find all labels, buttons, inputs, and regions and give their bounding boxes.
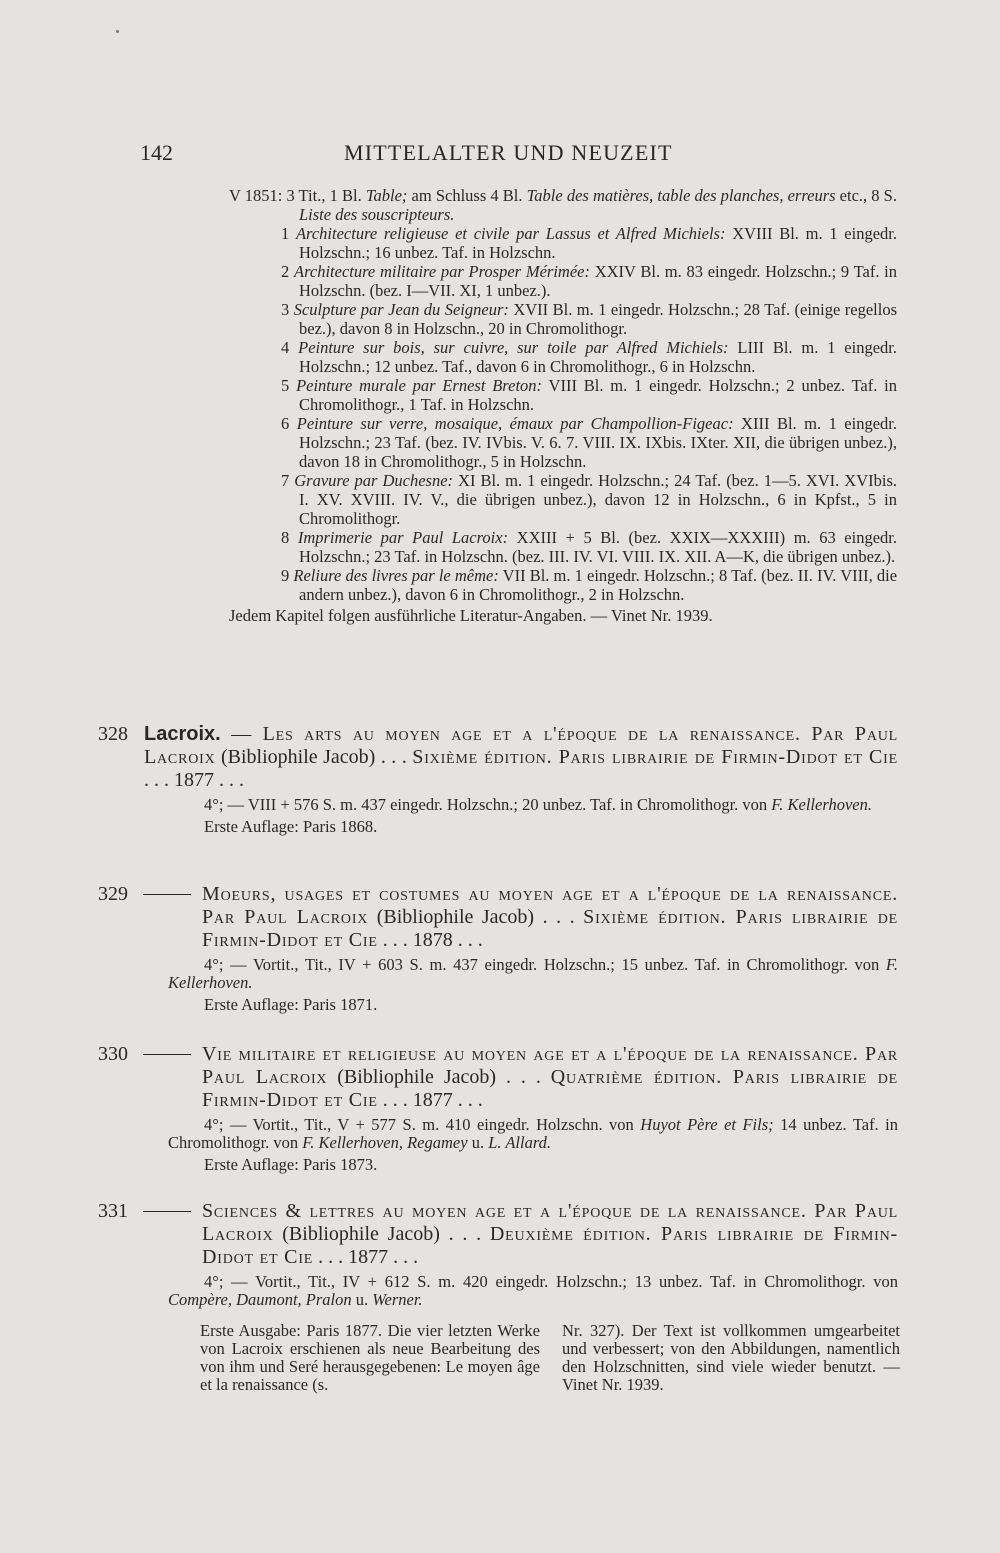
volume-item xyxy=(229,528,897,566)
title-rest: (Bibliophile Jacob) . . . xyxy=(368,906,584,928)
notes-left-column xyxy=(200,1322,540,1394)
item-title: Peinture murale par Ernest Breton: xyxy=(296,376,543,395)
desc-text-2: 14 unbez. Taf. in Chromolithogr. von xyxy=(168,1115,898,1152)
item-title: Architecture religieuse et civile par Lassus et Alfred Michiels: xyxy=(295,224,726,243)
entry-description xyxy=(168,1116,898,1152)
entry-328 xyxy=(98,723,898,836)
entry-number: 331 xyxy=(98,1200,128,1222)
entry-author: Lacroix. xyxy=(144,723,221,745)
ditto-dash xyxy=(143,1054,191,1055)
item-desc: VII Bl. m. 1 eingedr. Holzschn.; 8 Taf. (bez. II. IV. VIII, die andern unbez.), davon 6 in Chromolithogr., 2 in Holzschn. xyxy=(299,566,898,604)
desc-text-2: u. xyxy=(351,1290,373,1309)
entry-title xyxy=(202,1200,898,1269)
vhead-italic-1: Table; xyxy=(365,186,408,205)
title-rest: (Bibliophile Jacob) . . . xyxy=(273,1223,490,1245)
ditto-dash xyxy=(143,1211,191,1212)
page-number: 142 xyxy=(140,140,173,165)
item-desc: XVIII Bl. m. 1 eingedr. Holzschn.; 16 unbez. Taf. in Holzschn. xyxy=(299,224,897,262)
desc-italic: Compère, Daumont, Pralon xyxy=(168,1290,352,1309)
title-end: . . . 1877 . . . xyxy=(377,1089,483,1111)
item-number: 3 xyxy=(281,300,294,319)
entry-note: Erste Auflage: Paris 1873. xyxy=(204,1155,378,1174)
item-desc: XXIII + 5 Bl. (bez. XXIX—XXXIII) m. 63 eingedr. Holzschn.; 23 Taf. in Holzschn. (bez. III. IV. VI. VIII. IX. XII. A—K, die übrigen unbez.). xyxy=(299,528,897,566)
entry-description xyxy=(168,1273,898,1309)
running-head: MITTELALTER UND NEUZEIT xyxy=(344,140,673,165)
item-desc: LIII Bl. m. 1 eingedr. Holzschn.; 12 unbez. Taf., davon 6 in Chromolithogr., 6 in Holzschn. xyxy=(299,338,897,376)
volume-v-header xyxy=(229,186,897,224)
entry-title xyxy=(202,883,898,952)
desc-italic: F. Kellerhoven. xyxy=(771,795,872,814)
entry-329 xyxy=(98,883,898,1014)
desc-text: 4°; — Vortit., Tit., V + 577 S. m. 410 eingedr. Holzschn. von xyxy=(204,1115,641,1134)
item-desc: XIII Bl. m. 1 eingedr. Holzschn.; 23 Taf. (bez. IV. IVbis. V. 6. 7. VIII. IX. IXbis. IXter. XII, die übrigen unbez.), davon 18 in Chromolithogr., 5 in Holzschn. xyxy=(299,414,898,471)
item-number: 4 xyxy=(281,338,299,357)
title-smallcaps: Vie militaire et religieuse au moyen age et a l'époque de la renaissance. Par Paul Lacroix xyxy=(202,1043,898,1088)
entry-330 xyxy=(98,1043,898,1174)
desc-italic-2: F. Kellerhoven, Regamey xyxy=(302,1133,468,1152)
volume-item xyxy=(229,414,897,471)
volume-v-block xyxy=(229,186,897,625)
notes-left-text: Erste Ausgabe: Paris 1877. Die vier letzten Werke von Lacroix erschienen als neue Bearbeitung des von ihm und Seré herausgegebenen: Le moyen âge et la renaissance (s. xyxy=(200,1321,540,1394)
title-smallcaps-2: Sixième édition. Paris librairie de Firmin-Didot et Cie xyxy=(412,746,898,768)
ditto-dash xyxy=(143,894,191,895)
vhead-text-1: V 1851: 3 Tit., 1 Bl. xyxy=(229,186,366,205)
entry-number: 328 xyxy=(98,723,128,745)
item-desc: VIII Bl. m. 1 eingedr. Holzschn.; 2 unbez. Taf. in Chromolithogr., 1 Taf. in Holzschn. xyxy=(299,376,898,414)
notes-right-text: Nr. 327). Der Text ist vollkommen umgearbeitet und verbessert; von den Abbildungen, namentlich den Holzschnitten, sind viele wieder benutzt. — Vinet Nr. 1939. xyxy=(562,1321,900,1394)
notes-right-column xyxy=(562,1322,900,1394)
desc-text-3: u. xyxy=(467,1133,489,1152)
desc-text: 4°; — Vortit., Tit., IV + 612 S. m. 420 eingedr. Holzschn.; 13 unbez. Taf. in Chromolithogr. von xyxy=(204,1272,898,1291)
item-title: Sculpture par Jean du Seigneur: xyxy=(293,300,509,319)
volume-item xyxy=(229,262,897,300)
item-desc: XI Bl. m. 1 eingedr. Holzschn.; 24 Taf. (bez. 1—5. XVI. XVIbis. I. XV. XVIII. IV. V., die übrigen unbez.), davon 12 in Holzschn., 6 in Kpfst., 5 in Chromolithogr. xyxy=(299,471,897,528)
volume-item xyxy=(229,338,897,376)
desc-italic-2: Werner. xyxy=(372,1290,423,1309)
volume-closing-note: Jedem Kapitel folgen ausführliche Literatur-Angaben. — Vinet Nr. 1939. xyxy=(229,606,713,625)
item-title: Architecture militaire par Prosper Mérimée: xyxy=(293,262,590,281)
item-desc: XVII Bl. m. 1 eingedr. Holzschn.; 28 Taf. (einige regellos bez.), davon 8 in Holzschn., 20 in Chromolithogr. xyxy=(299,300,898,338)
entry-note: Erste Auflage: Paris 1871. xyxy=(204,995,378,1014)
desc-italic-3: L. Allard. xyxy=(488,1133,551,1152)
volume-item xyxy=(229,471,897,528)
title-smallcaps: — Les arts au moyen age et a l'époque de la renaissance. Par Paul Lacroix xyxy=(144,723,898,768)
vhead-italic-2: Table des matières, table des planches, erreurs xyxy=(526,186,836,205)
item-number: 8 xyxy=(281,528,298,547)
entry-number: 329 xyxy=(98,883,128,905)
title-smallcaps: Moeurs, usages et costumes au moyen age et a l'époque de la renaissance. Par Paul Lacroix xyxy=(202,883,898,928)
vhead-italic-3: Liste des souscripteurs. xyxy=(299,205,455,224)
entry-title xyxy=(202,1043,898,1112)
item-title: Peinture sur verre, mosaique, émaux par Champollion-Figeac: xyxy=(296,414,734,433)
item-number: 7 xyxy=(281,471,295,490)
vhead-text-3: etc., 8 S. xyxy=(835,186,897,205)
title-end: . . . 1877 . . . xyxy=(144,769,244,791)
item-number: 2 xyxy=(281,262,294,281)
item-title: Imprimerie par Paul Lacroix: xyxy=(297,528,509,547)
title-end: . . . 1877 . . . xyxy=(313,1246,419,1268)
entry-title xyxy=(144,723,898,792)
item-number: 6 xyxy=(281,414,297,433)
entry-description xyxy=(168,796,898,814)
volume-item xyxy=(229,376,897,414)
desc-text: 4°; — VIII + 576 S. m. 437 eingedr. Holzschn.; 20 unbez. Taf. in Chromolithogr. von xyxy=(204,795,772,814)
item-title: Peinture sur bois, sur cuivre, sur toile par Alfred Michiels: xyxy=(298,338,729,357)
entry-note: Erste Auflage: Paris 1868. xyxy=(204,817,378,836)
desc-italic: F. Kellerhoven. xyxy=(168,955,898,992)
volume-item xyxy=(229,224,897,262)
title-smallcaps: Sciences & lettres au moyen age et a l'époque de la renaissance. Par Paul Lacroix xyxy=(202,1200,898,1245)
title-smallcaps-2: Deuxième édition. Paris librairie de Firmin-Didot et Cie xyxy=(202,1223,899,1268)
item-number: 9 xyxy=(281,566,294,585)
item-desc: XXIV Bl. m. 83 eingedr. Holzschn.; 9 Taf. in Holzschn. (bez. I—VII. XI, 1 unbez.). xyxy=(299,262,897,300)
item-title: Gravure par Duchesne: xyxy=(294,471,454,490)
title-smallcaps-2: Quatrième édition. Paris librairie de Firmin-Didot et Cie xyxy=(202,1066,898,1111)
title-smallcaps-2: Sixième édition. Paris librairie de Firmin-Didot et Cie xyxy=(202,906,899,951)
title-rest: (Bibliophile Jacob) . . . xyxy=(327,1066,551,1088)
vhead-text-2: am Schluss 4 Bl. xyxy=(407,186,527,205)
desc-italic: Huyot Père et Fils; xyxy=(640,1115,774,1134)
desc-text: 4°; — Vortit., Tit., IV + 603 S. m. 437 eingedr. Holzschn.; 15 unbez. Taf. in Chromolithogr. von xyxy=(204,955,886,974)
volume-item xyxy=(229,300,897,338)
entry-description xyxy=(168,956,898,992)
entry-number: 330 xyxy=(98,1043,128,1065)
entry-331 xyxy=(98,1200,898,1309)
title-end: . . . 1878 . . . xyxy=(377,929,483,951)
item-title: Reliure des livres par le même: xyxy=(293,566,499,585)
paper-speck xyxy=(116,30,119,33)
item-number: 1 xyxy=(281,224,296,243)
volume-item xyxy=(229,566,897,604)
title-rest: (Bibliophile Jacob) . . . xyxy=(215,746,413,768)
item-number: 5 xyxy=(281,376,297,395)
